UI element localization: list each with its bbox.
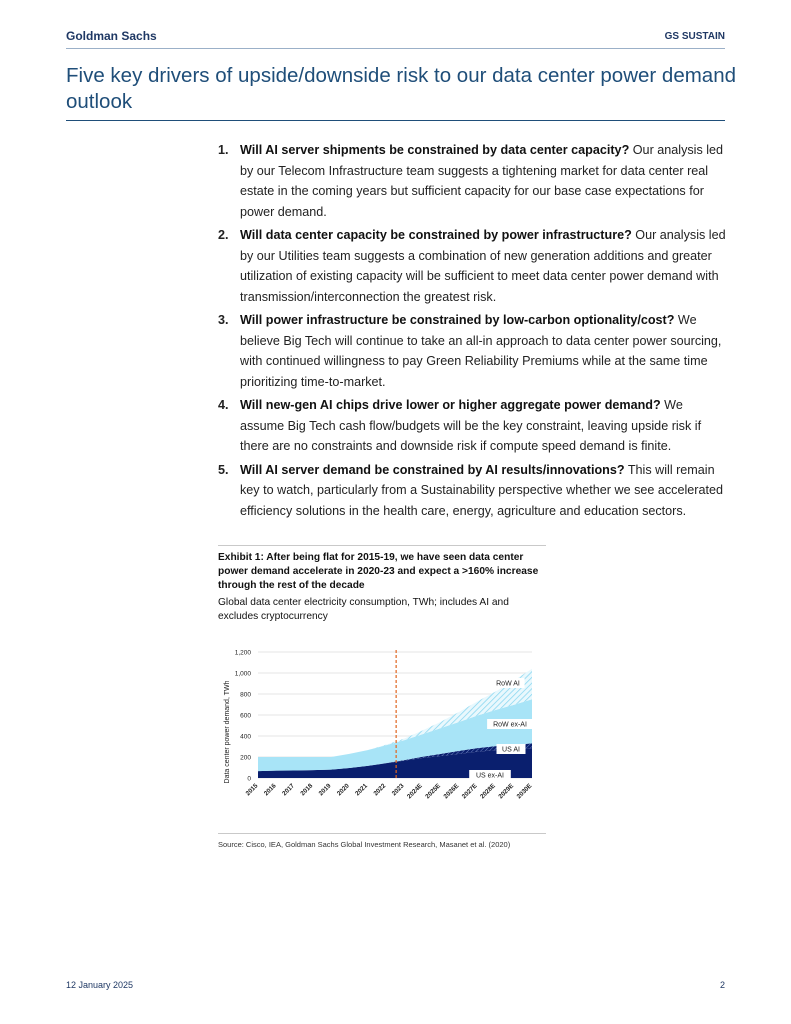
y-tick-label: 800 (240, 691, 251, 699)
driver-number: 5. (218, 462, 229, 477)
x-tick-label: 2020 (335, 782, 351, 798)
x-tick-label: 2019 (317, 782, 333, 798)
page-title: Five key drivers of upside/downside risk to our data center power demand outlook (66, 64, 737, 113)
drivers-list (218, 140, 728, 524)
legend-label: RoW ex-AI (493, 721, 527, 729)
x-tick-label: 2018 (299, 782, 315, 798)
x-tick-label: 2022 (372, 782, 388, 798)
x-axis-ticks (245, 782, 534, 800)
y-axis-ticks (235, 650, 252, 783)
x-tick-label: 2029E (497, 782, 516, 801)
driver-number: 1. (218, 143, 229, 157)
x-tick-label: 2023 (390, 782, 406, 798)
legend-label: US AI (502, 746, 520, 754)
brand-name: Goldman Sachs (66, 29, 157, 43)
x-tick-label: 2027E (460, 782, 479, 801)
source-note: Source: Cisco, IEA, Goldman Sachs Global Investment Research, Masanet et al. (2020) (218, 840, 511, 849)
title-divider (66, 120, 725, 121)
driver-question: Will power infrastructure be constrained by low-carbon optionality/cost? (240, 313, 675, 327)
y-tick-label: 1,000 (234, 670, 251, 678)
driver-text: Our analysis led by our Telecom Infrastructure team suggests a tightening market for data center real estate in the coming years but sufficient capacity for our base case expectations for power demand. (240, 143, 724, 219)
driver-number: 4. (218, 398, 229, 412)
footer-date: 12 January 2025 (66, 980, 134, 990)
driver-item (218, 310, 728, 392)
driver-text: This will remain key to watch, particularly from a Sustainability perspective whether we see accelerated efficiency solutions in the health care, energy, agriculture and education sectors. (240, 462, 723, 518)
exhibit-subtitle: Global data center electricity consumption, TWh; includes AI and excludes cryptocurrency (218, 597, 509, 622)
y-tick-label: 600 (240, 712, 251, 720)
x-tick-label: 2017 (281, 782, 296, 798)
x-tick-label: 2028E (479, 782, 497, 801)
x-tick-label: 2025E (424, 782, 443, 801)
y-tick-label: 0 (247, 775, 251, 783)
driver-item (218, 395, 728, 457)
driver-item (218, 140, 728, 222)
legend-label: US ex-AI (475, 772, 505, 780)
series-name: GS SUSTAIN (664, 31, 725, 42)
x-tick-label: 2016 (262, 782, 278, 798)
header-divider (66, 48, 725, 49)
exhibit-top-divider (218, 545, 546, 546)
page-number: 2 (719, 980, 725, 990)
driver-question: Will new-gen AI chips drive lower or higher aggregate power demand? (240, 398, 661, 412)
y-tick-label: 400 (240, 733, 251, 741)
x-tick-label: 2030E (515, 782, 534, 801)
y-axis-label: Data center power demand, TWh (224, 680, 231, 784)
driver-text: We believe Big Tech will continue to take an all-in approach to data center power sourcing, with continued willingness to pay Green Reliability Premiums while at the same time prioritizing time-to-market. (240, 313, 722, 389)
x-tick-label: 2015 (244, 782, 260, 798)
driver-text: We assume Big Tech cash flow/budgets will be the key constraint, leaving upside risk if there are no constraints and downside risk if compute speed demand is finite. (240, 398, 702, 453)
x-tick-label: 2024E (405, 782, 424, 801)
y-tick-label: 1,200 (234, 649, 251, 657)
exhibit-title: Exhibit 1: After being flat for 2015-19, we have seen data center power demand accelerate in 2020-23 and expect a >160% increase through the rest of the decade (218, 552, 539, 591)
y-tick-label: 200 (240, 754, 251, 762)
driver-question: Will AI server shipments be constrained by data center capacity? (240, 143, 630, 157)
driver-number: 2. (218, 228, 229, 242)
legend-label: RoW AI (496, 680, 520, 688)
driver-question: Will data center capacity be constrained by power infrastructure? (240, 228, 632, 242)
driver-item (218, 225, 728, 307)
power-demand-chart (218, 640, 548, 830)
driver-item (218, 460, 728, 522)
x-tick-label: 2021 (354, 782, 370, 798)
x-tick-label: 2026E (442, 782, 461, 801)
driver-number: 3. (218, 313, 229, 327)
driver-question: Will AI server demand be constrained by AI results/innovations? (240, 462, 625, 477)
driver-text: Our analysis led by our Utilities team suggests a combination of new generation additions and greater utilization of existing capacity will be sufficient to meet data center power demand with transmission/interconnection the greatest risk. (240, 228, 726, 304)
exhibit-bottom-divider (218, 833, 546, 834)
